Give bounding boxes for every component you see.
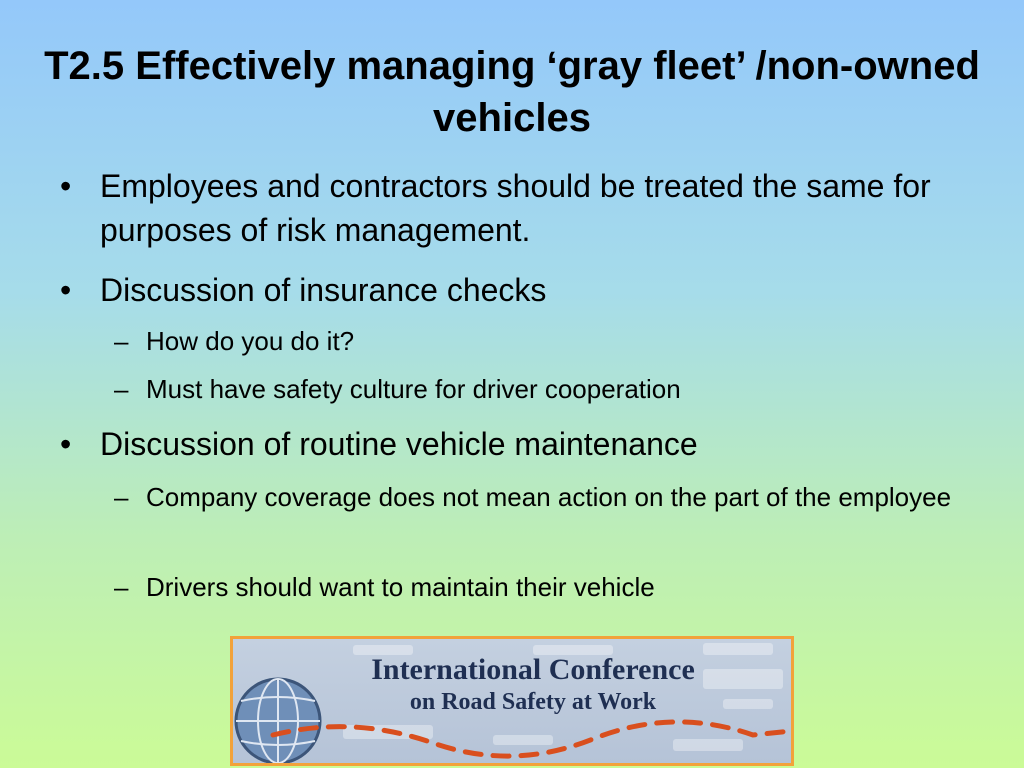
sub-bullet-item	[114, 320, 974, 362]
conference-logo	[230, 636, 794, 766]
globe-icon	[236, 679, 320, 763]
sub-bullet-text: How do you do it?	[146, 326, 355, 356]
logo-title: International Conference	[371, 653, 695, 686]
sub-bullet-item	[114, 368, 974, 410]
sub-bullet-text: Must have safety culture for driver cooperation	[146, 374, 681, 404]
bullet-item	[60, 164, 980, 252]
bullet-mark: •	[60, 272, 72, 308]
sub-bullet-mark: –	[114, 326, 129, 356]
logo-subtitle: on Road Safety at Work	[409, 689, 657, 715]
sub-bullet-text: Drivers should want to maintain their vehicle	[146, 572, 655, 602]
sub-bullet-text: Company coverage does not mean action on the part of the employee	[146, 482, 952, 512]
bullet-item	[60, 422, 980, 466]
bullet-mark: •	[60, 426, 72, 462]
slide-title: T2.5 Effectively managing ‘gray fleet’ /non-owned vehicles	[44, 44, 980, 140]
bullet-mark: •	[60, 168, 72, 204]
sub-bullet-mark: –	[114, 482, 129, 512]
bullet-text: Employees and contractors should be treated the same for purposes of risk management.	[100, 168, 931, 248]
bullet-text: Discussion of routine vehicle maintenance	[100, 426, 698, 462]
sub-bullet-item	[114, 566, 974, 608]
sub-bullet-mark: –	[114, 374, 129, 404]
sub-bullet-item	[114, 476, 974, 518]
bullet-text: Discussion of insurance checks	[100, 272, 547, 308]
sub-bullet-mark: –	[114, 572, 129, 602]
bullet-item	[60, 268, 980, 312]
